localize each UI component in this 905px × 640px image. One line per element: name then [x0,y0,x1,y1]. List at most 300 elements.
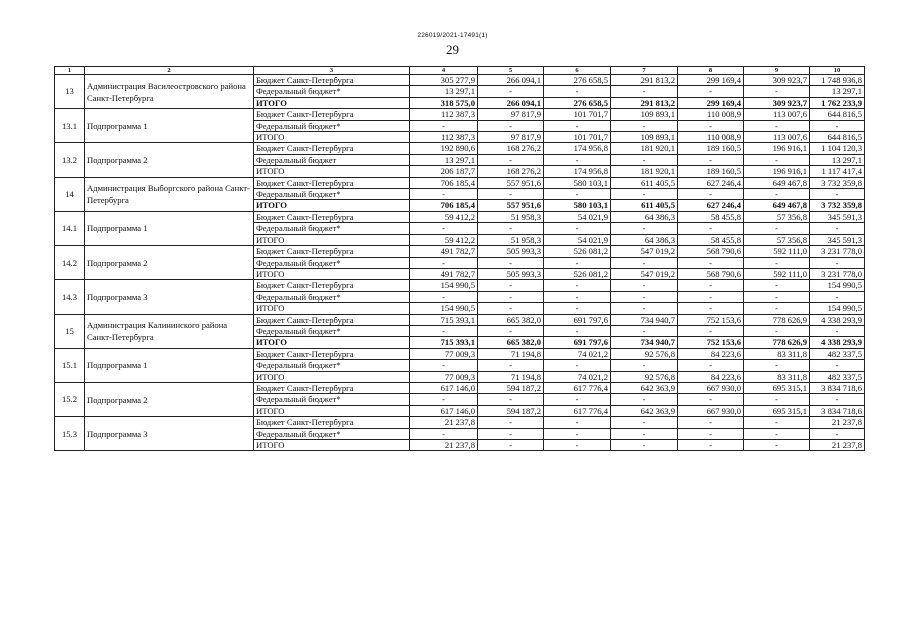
year-value: - [678,223,744,234]
year-value: - [544,86,611,97]
year-value: - [744,303,810,314]
program-name: Подпрограмма 1 [85,348,254,382]
year-value: 667 930,0 [678,405,744,416]
document-id: 226019/2021-17491(1) [417,32,488,39]
year-value: - [544,154,611,165]
total-value: 345 591,3 [810,234,865,245]
year-value: 181 920,1 [611,166,678,177]
funding-source: ИТОГО [254,97,410,108]
funding-source: Федеральный бюджет* [254,86,410,97]
row-number: 14.2 [55,246,85,280]
year-value: 84 223,6 [678,348,744,359]
funding-source: ИТОГО [254,234,410,245]
funding-source: Бюджет Санкт-Петербурга [254,314,410,325]
year-value: 752 153,6 [678,314,744,325]
year-value: - [611,440,678,451]
year-value: - [544,257,611,268]
year-value: 174 956,8 [544,143,611,154]
table-row [55,417,865,428]
table-row [55,382,865,393]
year-value: 667 930,0 [678,382,744,393]
year-value: - [410,291,478,302]
year-value: 71 194,8 [478,348,544,359]
year-value: - [544,303,611,314]
year-value: 97 817,9 [478,132,544,143]
program-name: Подпрограмма 1 [85,211,254,245]
year-value: 318 575,0 [410,97,478,108]
year-value: 266 094,1 [478,75,544,86]
total-value: 482 337,5 [810,348,865,359]
total-value: - [810,120,865,131]
year-value: 276 658,5 [544,97,611,108]
year-value: 21 237,8 [410,417,478,428]
total-value: 4 338 293,9 [810,314,865,325]
year-value: 154 990,5 [410,303,478,314]
year-value: - [744,280,810,291]
year-value: - [544,360,611,371]
year-value: - [611,394,678,405]
year-value: - [678,417,744,428]
year-value: 309 923,7 [744,75,810,86]
year-value: - [744,291,810,302]
year-value: - [744,394,810,405]
year-value: - [544,189,611,200]
year-value: - [744,428,810,439]
total-value: 644 816,5 [810,132,865,143]
year-value: 64 386,3 [611,234,678,245]
program-name: Подпрограмма 1 [85,109,254,143]
year-value: 778 626,9 [744,314,810,325]
year-value: 734 940,7 [611,314,678,325]
year-value: 58 455,8 [678,211,744,222]
year-value: 74 021,2 [544,371,611,382]
year-value: - [678,325,744,336]
year-value: 101 701,7 [544,132,611,143]
row-number: 14.3 [55,280,85,314]
total-value: 482 337,5 [810,371,865,382]
year-value: 92 576,8 [611,371,678,382]
year-value: 174 956,8 [544,166,611,177]
year-value: 83 311,8 [744,371,810,382]
funding-source: Федеральный бюджет* [254,291,410,302]
year-value: 305 277,9 [410,75,478,86]
year-value: 547 019,2 [611,268,678,279]
total-value: 1 748 936,8 [810,75,865,86]
year-value: - [678,189,744,200]
year-value: - [544,394,611,405]
funding-source: Бюджет Санкт-Петербурга [254,177,410,188]
year-value: 154 990,5 [410,280,478,291]
funding-source: Бюджет Санкт-Петербурга [254,246,410,257]
column-number: 5 [478,67,544,75]
total-value: 21 237,8 [810,417,865,428]
year-value: - [744,440,810,451]
funding-source: Бюджет Санкт-Петербурга [254,75,410,86]
year-value: 557 951,6 [478,177,544,188]
year-value: - [611,120,678,131]
year-value: 13 297,1 [410,86,478,97]
year-value: 266 094,1 [478,97,544,108]
year-value: 695 315,1 [744,405,810,416]
program-name: Подпрограмма 2 [85,382,254,416]
year-value: 627 246,4 [678,177,744,188]
year-value: - [478,257,544,268]
year-value: - [678,154,744,165]
program-name: Подпрограмма 3 [85,280,254,314]
funding-source: Федеральный бюджет [254,154,410,165]
year-value: - [478,360,544,371]
year-value: - [478,154,544,165]
year-value: 309 923,7 [744,97,810,108]
year-value: 291 813,2 [611,97,678,108]
year-value: - [611,280,678,291]
table-body [55,67,865,451]
year-value: 617 146,0 [410,405,478,416]
total-value: 21 237,8 [810,440,865,451]
year-value: - [611,360,678,371]
year-value: 54 021,9 [544,234,611,245]
funding-source: ИТОГО [254,166,410,177]
funding-source: Федеральный бюджет* [254,325,410,336]
year-value: 97 817,9 [478,109,544,120]
row-number: 13 [55,75,85,109]
column-number: 1 [55,67,85,75]
year-value: - [544,280,611,291]
column-number: 6 [544,67,611,75]
table-row [55,314,865,325]
year-value: 71 194,8 [478,371,544,382]
year-value: 13 297,1 [410,154,478,165]
total-value: 154 990,5 [810,303,865,314]
year-value: 109 893,1 [611,132,678,143]
year-value: 57 356,8 [744,211,810,222]
year-value: - [678,303,744,314]
year-value: 691 797,6 [544,337,611,348]
year-value: - [744,154,810,165]
year-value: 83 311,8 [744,348,810,359]
year-value: 51 958,3 [478,211,544,222]
year-value: 557 951,6 [478,200,544,211]
year-value: - [678,280,744,291]
year-value: - [544,428,611,439]
year-value: - [478,291,544,302]
funding-source: ИТОГО [254,132,410,143]
table-row [55,280,865,291]
total-value: 1 104 120,3 [810,143,865,154]
total-value: - [810,223,865,234]
row-number: 13.2 [55,143,85,177]
year-value: 568 790,6 [678,268,744,279]
year-value: 110 008,9 [678,132,744,143]
total-value: 1 762 233,9 [810,97,865,108]
table-row [55,211,865,222]
total-value: - [810,291,865,302]
year-value: 54 021,9 [544,211,611,222]
year-value: 112 387,3 [410,109,478,120]
funding-source: ИТОГО [254,200,410,211]
year-value: - [744,360,810,371]
funding-source: Бюджет Санкт-Петербурга [254,382,410,393]
column-number: 7 [611,67,678,75]
year-value: - [478,189,544,200]
year-value: 617 146,0 [410,382,478,393]
year-value: - [744,120,810,131]
funding-source: Бюджет Санкт-Петербурга [254,143,410,154]
table-row [55,75,865,86]
total-value: 345 591,3 [810,211,865,222]
row-number: 13.1 [55,109,85,143]
year-value: 695 315,1 [744,382,810,393]
year-value: 505 993,3 [478,246,544,257]
year-value: 101 701,7 [544,109,611,120]
year-value: 113 007,6 [744,109,810,120]
year-value: - [410,189,478,200]
year-value: 568 790,6 [678,246,744,257]
funding-source: ИТОГО [254,405,410,416]
year-value: 627 246,4 [678,200,744,211]
funding-source: Федеральный бюджет* [254,394,410,405]
year-value: - [478,280,544,291]
year-value: 642 363,9 [611,382,678,393]
year-value: - [678,360,744,371]
total-value: - [810,189,865,200]
table-row [55,177,865,188]
year-value: - [744,325,810,336]
row-number: 15.3 [55,417,85,451]
year-value: - [410,394,478,405]
year-value: 109 893,1 [611,109,678,120]
year-value: - [478,325,544,336]
year-value: - [678,291,744,302]
total-value: 13 297,1 [810,86,865,97]
year-value: 181 920,1 [611,143,678,154]
year-value: 491 782,7 [410,246,478,257]
row-number: 15.2 [55,382,85,416]
total-value: 4 338 293,9 [810,337,865,348]
year-value: 592 111,0 [744,246,810,257]
column-number-row [55,67,865,75]
total-value: 3 834 718,6 [810,405,865,416]
year-value: 665 382,0 [478,314,544,325]
year-value: 580 103,1 [544,177,611,188]
year-value: 642 363,9 [611,405,678,416]
year-value: 51 958,3 [478,234,544,245]
year-value: - [410,223,478,234]
row-number: 15.1 [55,348,85,382]
year-value: 611 405,5 [611,177,678,188]
year-value: 706 185,4 [410,200,478,211]
row-number: 14 [55,177,85,211]
funding-source: Бюджет Санкт-Петербурга [254,280,410,291]
year-value: - [544,325,611,336]
year-value: - [678,394,744,405]
year-value: - [410,120,478,131]
year-value: - [611,223,678,234]
program-name: Администрация Калининского района Санкт-Петербурга [85,314,254,348]
year-value: 21 237,8 [410,440,478,451]
year-value: 592 111,0 [744,268,810,279]
year-value: - [478,303,544,314]
program-name: Администрация Василеостровского района Санкт-Петербурга [85,75,254,109]
year-value: 547 019,2 [611,246,678,257]
year-value: - [678,440,744,451]
year-value: - [744,189,810,200]
year-value: 189 160,5 [678,166,744,177]
year-value: 617 776,4 [544,405,611,416]
year-value: 617 776,4 [544,382,611,393]
year-value: 505 993,3 [478,268,544,279]
year-value: 526 081,2 [544,268,611,279]
year-value: 192 890,6 [410,143,478,154]
year-value: 715 393,1 [410,337,478,348]
total-value: 3 231 778,0 [810,246,865,257]
year-value: - [410,360,478,371]
year-value: - [611,428,678,439]
total-value: 3 231 778,0 [810,268,865,279]
funding-source: ИТОГО [254,371,410,382]
year-value: - [678,120,744,131]
total-value: 3 732 359,8 [810,177,865,188]
table-row [55,109,865,120]
year-value: 715 393,1 [410,314,478,325]
year-value: 291 813,2 [611,75,678,86]
year-value: 594 187,2 [478,405,544,416]
column-number: 8 [678,67,744,75]
total-value: - [810,428,865,439]
year-value: 196 916,1 [744,166,810,177]
year-value: - [678,428,744,439]
total-value: - [810,360,865,371]
year-value: - [744,86,810,97]
year-value: 734 940,7 [611,337,678,348]
year-value: - [744,417,810,428]
column-number: 2 [85,67,254,75]
funding-source: Федеральный бюджет* [254,223,410,234]
year-value: 594 187,2 [478,382,544,393]
year-value: 92 576,8 [611,348,678,359]
year-value: 59 412,2 [410,211,478,222]
year-value: - [478,417,544,428]
funding-source: Федеральный бюджет* [254,257,410,268]
column-number: 3 [254,67,410,75]
total-value: 644 816,5 [810,109,865,120]
program-name: Подпрограмма 3 [85,417,254,451]
year-value: - [544,291,611,302]
year-value: 113 007,6 [744,132,810,143]
year-value: - [678,257,744,268]
year-value: 77 009,3 [410,371,478,382]
year-value: 59 412,2 [410,234,478,245]
year-value: 665 382,0 [478,337,544,348]
program-name: Подпрограмма 2 [85,143,254,177]
funding-source: Бюджет Санкт-Петербурга [254,417,410,428]
year-value: - [478,440,544,451]
year-value: 110 008,9 [678,109,744,120]
year-value: - [544,120,611,131]
year-value: 752 153,6 [678,337,744,348]
year-value: - [744,223,810,234]
funding-source: Федеральный бюджет* [254,428,410,439]
year-value: 649 467,8 [744,177,810,188]
year-value: 526 081,2 [544,246,611,257]
year-value: - [611,417,678,428]
column-number: 10 [810,67,865,75]
year-value: 611 405,5 [611,200,678,211]
year-value: 189 160,5 [678,143,744,154]
year-value: 84 223,6 [678,371,744,382]
year-value: - [478,428,544,439]
funding-source: Федеральный бюджет* [254,189,410,200]
total-value: 3 732 359,8 [810,200,865,211]
year-value: 276 658,5 [544,75,611,86]
year-value: - [478,86,544,97]
total-value: 1 117 417,4 [810,166,865,177]
year-value: - [478,120,544,131]
funding-source: ИТОГО [254,268,410,279]
year-value: 649 467,8 [744,200,810,211]
year-value: 74 021,2 [544,348,611,359]
table-row [55,348,865,359]
year-value: 58 455,8 [678,234,744,245]
total-value: - [810,325,865,336]
year-value: - [611,86,678,97]
page-number: 29 [446,42,459,57]
year-value: 299 169,4 [678,97,744,108]
total-value: 3 834 718,6 [810,382,865,393]
table-row [55,246,865,257]
year-value: 57 356,8 [744,234,810,245]
year-value: 64 386,3 [611,211,678,222]
year-value: 778 626,9 [744,337,810,348]
year-value: 77 009,3 [410,348,478,359]
total-value: - [810,394,865,405]
column-number: 9 [744,67,810,75]
year-value: - [744,257,810,268]
funding-source: Бюджет Санкт-Петербурга [254,109,410,120]
program-name: Администрация Выборгского района Санкт-Петербурга [85,177,254,211]
total-value: 13 297,1 [810,154,865,165]
year-value: 491 782,7 [410,268,478,279]
year-value: - [544,223,611,234]
year-value: 580 103,1 [544,200,611,211]
year-value: 168 276,2 [478,143,544,154]
year-value: 168 276,2 [478,166,544,177]
year-value: - [478,223,544,234]
year-value: - [544,440,611,451]
year-value: - [611,325,678,336]
year-value: - [678,86,744,97]
funding-source: ИТОГО [254,440,410,451]
year-value: 706 185,4 [410,177,478,188]
funding-source: Федеральный бюджет* [254,120,410,131]
funding-source: ИТОГО [254,337,410,348]
row-number: 15 [55,314,85,348]
total-value: 154 990,5 [810,280,865,291]
total-value: - [810,257,865,268]
year-value: - [544,417,611,428]
year-value: 691 797,6 [544,314,611,325]
year-value: - [611,303,678,314]
year-value: - [410,428,478,439]
year-value: - [611,189,678,200]
table-row [55,143,865,154]
year-value: - [611,291,678,302]
budget-table [54,66,865,451]
funding-source: Бюджет Санкт-Петербурга [254,211,410,222]
funding-source: ИТОГО [254,303,410,314]
year-value: 196 916,1 [744,143,810,154]
year-value: 112 387,3 [410,132,478,143]
